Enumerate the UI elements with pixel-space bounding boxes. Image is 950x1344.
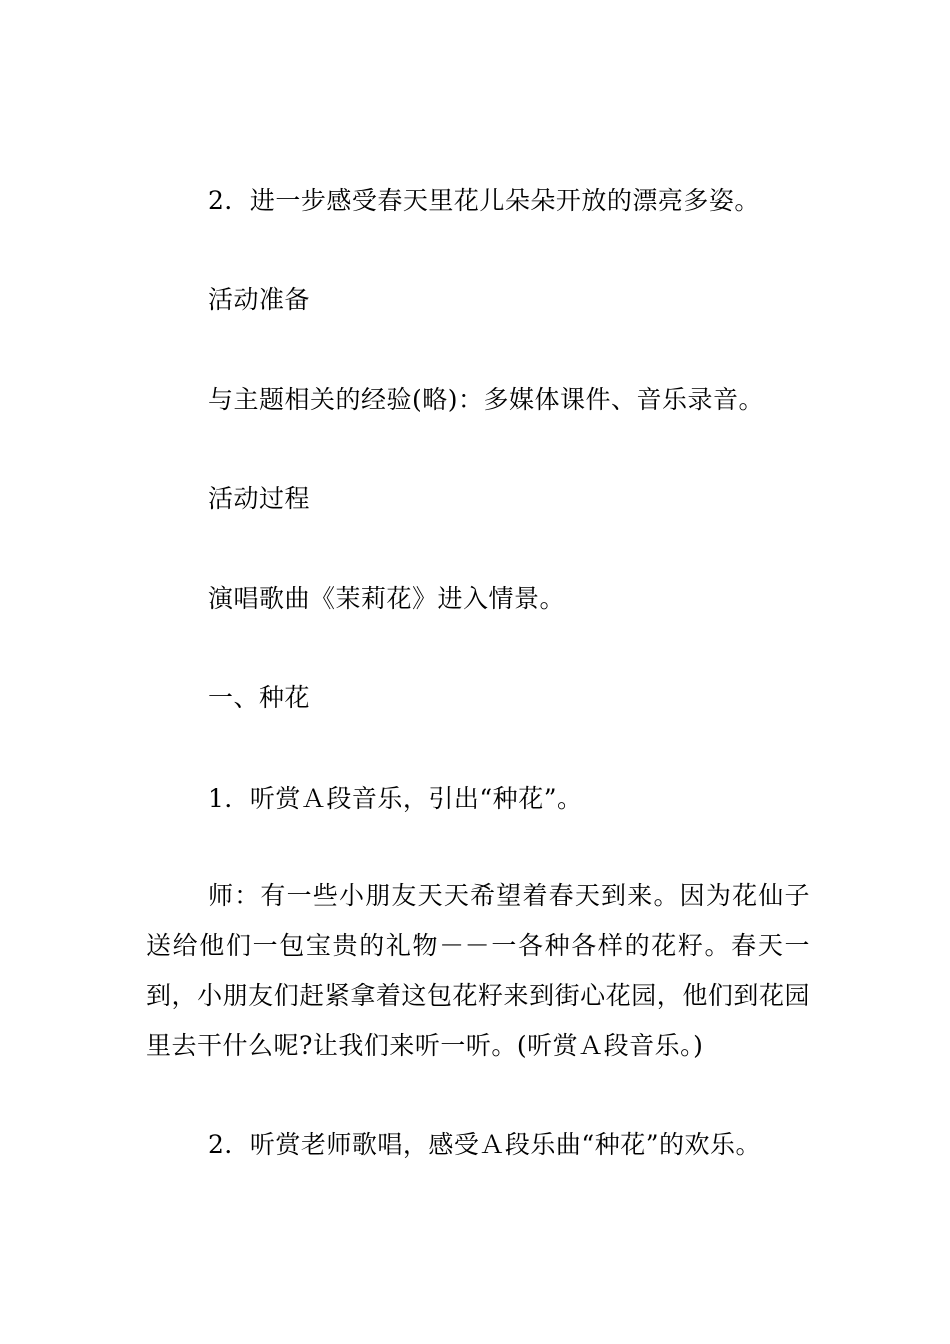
heading-section-one: 一、种花 bbox=[208, 683, 311, 712]
heading-activity-process: 活动过程 bbox=[208, 484, 311, 513]
teacher-paragraph: 师：有一些小朋友天天希望着春天到来。因为花仙子送给他们一包宝贵的礼物－－一各种各样的花籽。春天一到，小朋友们赶紧拿着这包花籽来到街心花园，他们到花园里去干什么呢?让我们来听一听。(听赏Ａ段音乐。) bbox=[146, 881, 810, 1060]
text-line-step-2: 2．听赏老师歌唱，感受Ａ段乐曲“种花”的欢乐。 bbox=[208, 1130, 761, 1159]
text-line-step-1: 1．听赏Ａ段音乐，引出“种花”。 bbox=[208, 784, 583, 813]
text-line-preparation: 与主题相关的经验(略)：多媒体课件、音乐录音。 bbox=[208, 385, 765, 414]
heading-activity-preparation: 活动准备 bbox=[208, 285, 311, 314]
text-line-song-intro: 演唱歌曲《茉莉花》进入情景。 bbox=[208, 584, 566, 613]
text-line-goal-2: 2．进一步感受春天里花儿朵朵开放的漂亮多姿。 bbox=[208, 186, 760, 215]
